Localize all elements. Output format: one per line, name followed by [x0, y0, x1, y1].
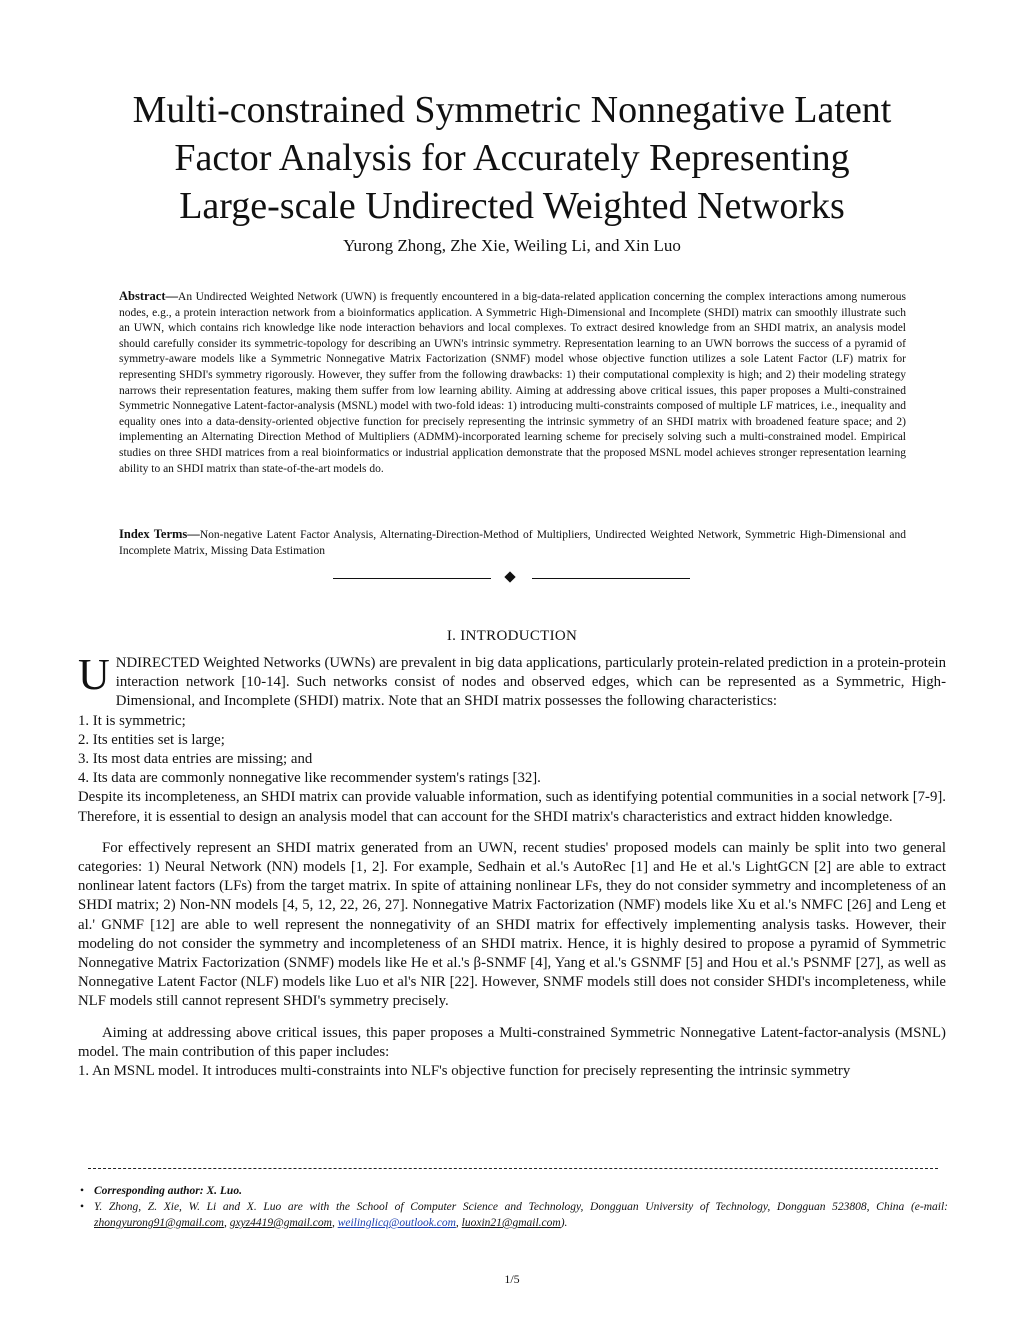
intro-paragraph-2: For effectively represent an SHDI matrix generated from an UWN, recent studies' proposed models can mainly be split into two general categories: 1) Neural Network (NN) models [1, 2]. For example, Sedhain et al.'s AutoRec [1] and He et al.'s LightGCN [2] are able to extract nonlinear latent factors (LFs) from the target matrix. In spite of attaining nonlinear LFs, they do not consider symmetry and incompleteness of an SHDI matrix; 2) Non-NN models [4, 5, 12, 22, 26, 27]. Nonnegative Matrix Factorization (NMF) models like Xu et al.'s NMFC [26] and Leng et al.' GNMF [12] are able to well represent the nonnegativity of an SHDI matrix for effectively implementing analysis tasks. However, their modeling do not consider the symmetry and incompleteness of an SHDI matrix. Hence, it is highly desired to propose a pyramid of Symmetric Nonnegative Matrix Factorization (SNMF) models like He et al.'s β-SNMF [4], Yang et al.'s GSNMF [5] and Hou et al.'s PSNMF [27], as well as Nonnegative Latent Factor (NLF) models like Luo et al's NIR [22]. However, SNMF models still does not consider SHDI's incompleteness, while NLF models still cannot represent SHDI's symmetry precisely. [78, 839, 946, 1010]
abstract-label: Abstract— [119, 289, 179, 303]
intro-paragraph-3: Aiming at addressing above critical issues, this paper proposes a Multi-constrained Symmetric Nonnegative Latent-factor-analysis (MSNL) model. The main contribution of this paper includes: [78, 1024, 946, 1060]
bullet-icon: • [80, 1185, 85, 1197]
abstract-text: An Undirected Weighted Network (UWN) is frequently encountered in a big-data-related application concerning the complex interactions among numerous nodes, e.g., a protein interaction network from a bioinformatics application. A Symmetric High-Dimensional and Incomplete (SHDI) matrix can smoothly illustrate such an UWN, which contains rich knowledge like node interaction behaviors and local complexes. To extract desired knowledge from an SHDI matrix, an analysis model should carefully consider its symmetric-topology for describing an UWN's intrinsic symmetry. Representation learning to an UWN borrows the success of a pyramid of symmetry-aware models like a Symmetric Nonnegative Matrix Factorization (SNMF) model whose objective function utilizes a sole Latent Factor (LF) matrix for representing SHDI's symmetry rigorously. However, they suffer from the following drawbacks: 1) their computational complexity is high; and 2) their modeling strategy narrows their representation features, making them suffer from low learning ability. Aiming at addressing above critical issues, this paper proposes a Multi-constrained Symmetric Nonnegative Latent-factor-analysis (MSNL) model with two-fold ideas: 1) introducing multi-constraints composed of multiple LF matrices, i.e., inequality and equality ones into a data-density-oriented objective function for precisely representing the intrinsic symmetry of an SHDI matrix with broadened feature space; and 2) implementing an Alternating Direction Method of Multipliers (ADMM)-incorporated learning scheme for precisely solving such a multi-constrained model. Empirical studies on three SHDI matrices from a real bioinformatics or industrial application demonstrate that the proposed MSNL model achieves stronger representation learning ability to an SHDI matrix than state-of-the-art models do. [119, 291, 906, 475]
list-item: 1. It is symmetric; [78, 712, 186, 729]
section-title: INTRODUCTION [460, 628, 578, 644]
index-terms [119, 527, 906, 559]
page-number: 1/5 [504, 1272, 520, 1286]
footnote-corresponding [80, 1183, 948, 1199]
list-item: 4. Its data are commonly nonnegative like recommender system's ratings [32]. [78, 770, 541, 787]
paper-title [60, 86, 964, 230]
divider-rule-left [333, 578, 491, 579]
email-link[interactable]: zhongyurong91@gmail.com [94, 1217, 224, 1229]
email-link[interactable]: gxyz4419@gmail.com [229, 1217, 332, 1229]
intro-paragraph-1-tail: Despite its incompleteness, an SHDI matrix can provide valuable information, such as identifying potential communities in a social network [7-9]. Therefore, it is essential to design an analysis model that can account for the SHDI matrix's characteristics and extract hidden knowledge. [78, 789, 946, 825]
section-heading [60, 628, 964, 645]
drop-cap: U [78, 650, 110, 699]
section-divider [0, 570, 1024, 586]
footnote-affiliation: • Y. Zhong, Z. Xie, W. Li and X. Luo are with the School of Computer Science and Technology, Dongguan University of Technology, Dongguan 523808, China (e-mail: zhongyurong91@gmail.com, gxyz4419@gmail.com, weilinglicq@outlook.com, luoxin21@gmail.com). [80, 1201, 948, 1229]
section-number: I. [446, 628, 457, 644]
corresponding-author: Corresponding author: X. Luo. [94, 1185, 242, 1197]
list-item: 3. Its most data entries are missing; and [78, 751, 313, 768]
footnote-separator [88, 1168, 938, 1169]
index-terms-text: Non-negative Latent Factor Analysis, Alternating-Direction-Method of Multipliers, Undirected Weighted Network, Symmetric High-Dimensional and Incomplete Matrix, Missing Data Estimation [119, 529, 906, 557]
email-link[interactable]: weilinglicq@outlook.com [337, 1217, 456, 1229]
abstract [119, 289, 906, 477]
characteristics-list [78, 712, 946, 789]
footnotes [80, 1183, 948, 1231]
affiliation-text: Y. Zhong, Z. Xie, W. Li and X. Luo are with the School of Computer Science and Technology, Dongguan University of Technology, Dongguan 523808, China (e-mail: [94, 1201, 948, 1213]
list-item: 2. Its entities set is large; [78, 731, 225, 748]
contribution-item: 1. An MSNL model. It introduces multi-constraints into NLF's objective function for precisely representing the intrinsic symmetry [78, 1063, 851, 1080]
index-terms-label: Index Terms— [119, 527, 200, 541]
title-line: Large-scale Undirected Weighted Networks [179, 185, 845, 227]
diamond-icon [504, 571, 515, 582]
first-word-caps: NDIRECTED [115, 655, 200, 671]
email-link[interactable]: luoxin21@gmail.com [461, 1217, 561, 1229]
introduction-body [78, 650, 946, 1081]
author-list: Yurong Zhong, Zhe Xie, Weiling Li, and Xin Luo [343, 236, 681, 255]
intro-paragraph-1 [78, 650, 946, 712]
intro-paragraph-1-text: Weighted Networks (UWNs) are prevalent in big data applications, particularly protein-related prediction in a protein-protein interaction network [10-14]. Such networks consist of nodes and observed edges, which can be represented as a Symmetric, High-Dimensional, and Incomplete (SHDI) matrix. Note that an SHDI matrix possesses the following characteristics: [115, 655, 946, 710]
affiliation-closing: ). [560, 1217, 568, 1229]
title-line: Multi-constrained Symmetric Nonnegative Latent [132, 89, 892, 131]
bullet-icon: • [80, 1201, 85, 1213]
title-line: Factor Analysis for Accurately Representing [174, 137, 850, 179]
divider-rule-right [532, 578, 690, 579]
